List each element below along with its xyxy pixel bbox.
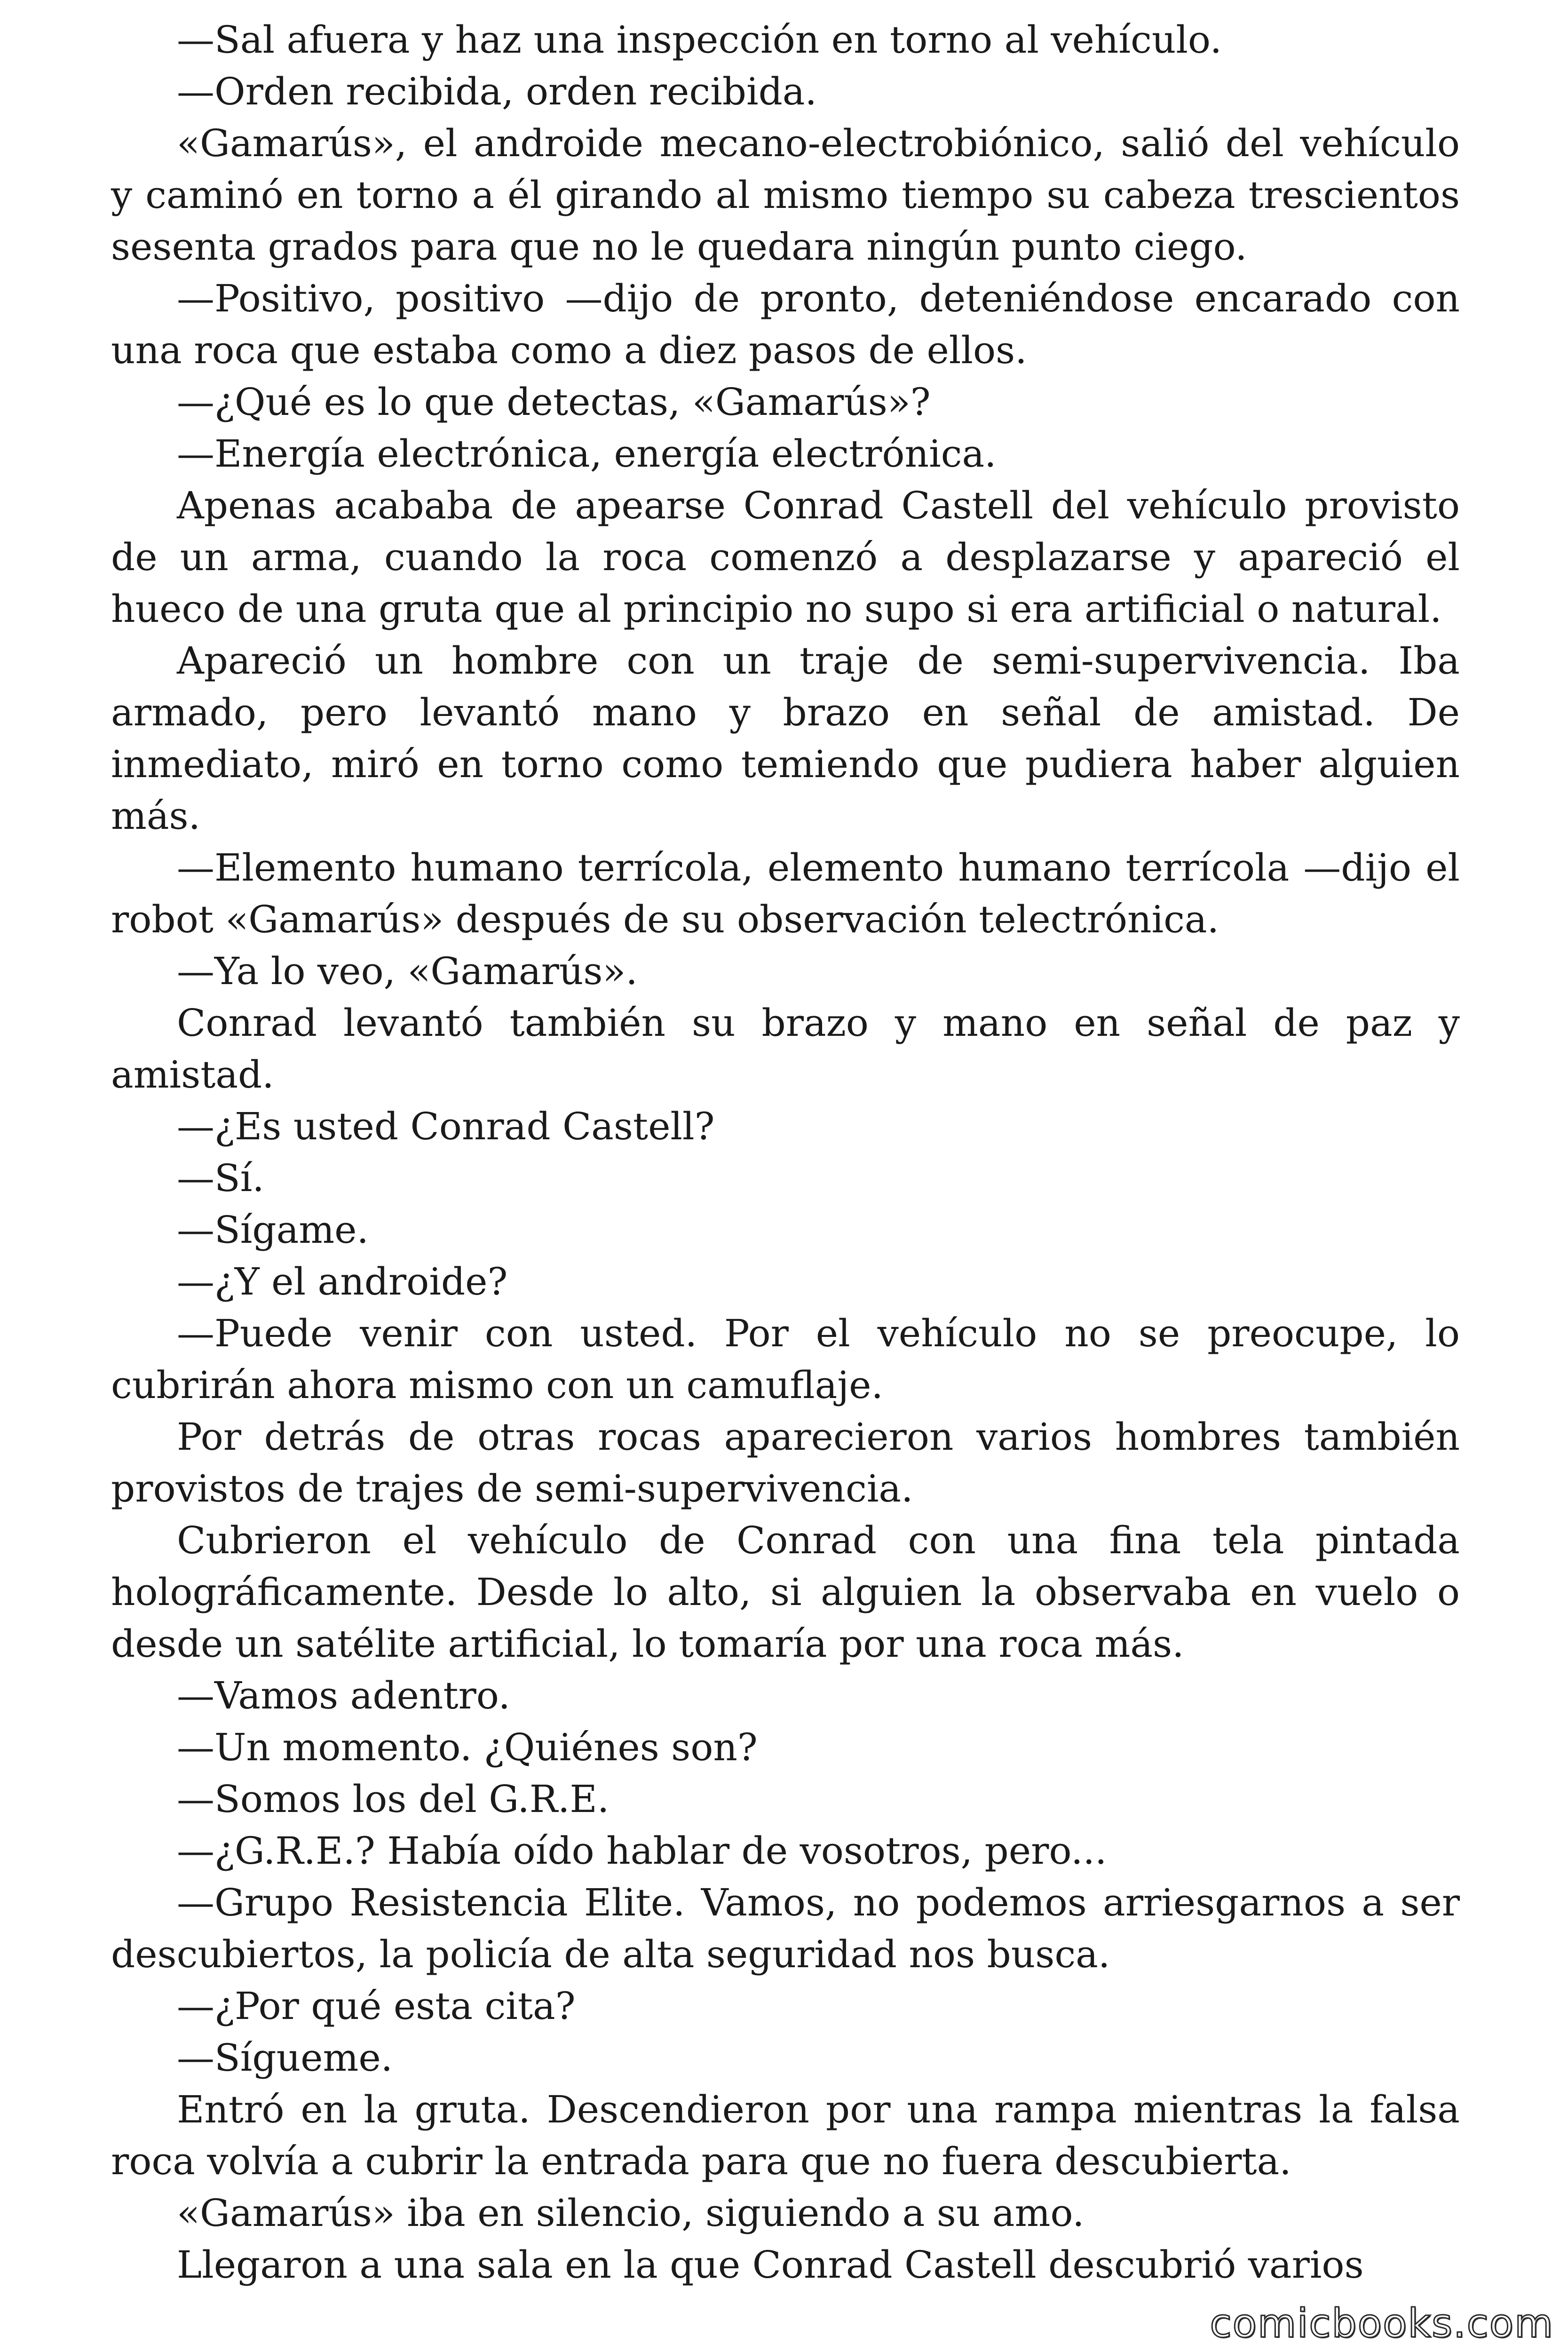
paragraph: —Sígame.: [177, 1208, 369, 1252]
paragraph: —Grupo Resistencia Elite. Vamos, no podemos arriesgarnos a ser descubiertos, la policía de alta seguridad nos busca.: [111, 1881, 1460, 1976]
paragraph: «Gamarús» iba en silencio, siguiendo a su amo.: [177, 2191, 1085, 2235]
paragraph: Llegaron a una sala en la que Conrad Castell descubrió varios: [177, 2243, 1364, 2287]
paragraph: —¿Qué es lo que detectas, «Gamarús»?: [177, 380, 931, 424]
paragraph: —Ya lo veo, «Gamarús».: [177, 949, 638, 993]
paragraph: —Orden recibida, orden recibida.: [177, 70, 817, 113]
paragraph: Conrad levantó también su brazo y mano en señal de paz y amistad.: [111, 1001, 1460, 1097]
paragraph: Apareció un hombre con un traje de semi-supervivencia. Iba armado, pero levantó mano y brazo en señal de amistad. De inmediato, miró en torno como temiendo que pudiera haber alguien más.: [111, 639, 1460, 838]
paragraph: —Energía electrónica, energía electrónica.: [177, 432, 997, 476]
paragraph: Entró en la gruta. Descendieron por una rampa mientras la falsa roca volvía a cubrir la entrada para que no fuera descubierta.: [111, 2088, 1460, 2183]
page-body-text: [111, 14, 1460, 2291]
paragraph: «Gamarús», el androide mecano-electrobiónico, salió del vehículo y caminó en torno a él girando al mismo tiempo su cabeza trescientos sesenta grados para que no le quedara ningún punto ciego.: [111, 121, 1460, 269]
paragraph: Cubrieron el vehículo de Conrad con una fina tela pintada holográficamente. Desde lo alto, si alguien la observaba en vuelo o desde un satélite artificial, lo tomaría por una roca más.: [111, 1518, 1460, 1666]
paragraph: Por detrás de otras rocas aparecieron varios hombres también provistos de trajes de semi-supervivencia.: [111, 1415, 1460, 1510]
paragraph: —¿Y el androide?: [177, 1260, 508, 1303]
paragraph: —¿Por qué esta cita?: [177, 1984, 576, 2028]
paragraph: —Un momento. ¿Quiénes son?: [177, 1725, 758, 1769]
paragraph: —Sal afuera y haz una inspección en torno al vehículo.: [177, 18, 1222, 62]
paragraph: —Somos los del G.R.E.: [177, 1777, 610, 1821]
paragraph: Apenas acababa de apearse Conrad Castell del vehículo provisto de un arma, cuando la roca comenzó a desplazarse y apareció el hueco de una gruta que al principio no supo si era artificial o natural.: [111, 484, 1460, 631]
paragraph: —Puede venir con usted. Por el vehículo no se preocupe, lo cubrirán ahora mismo con un camuflaje.: [111, 1311, 1460, 1407]
paragraph: —Sí.: [177, 1156, 264, 1200]
paragraph: —Vamos adentro.: [177, 1674, 510, 1717]
paragraph: —¿G.R.E.? Había oído hablar de vosotros, pero...: [177, 1829, 1107, 1873]
paragraph: —¿Es usted Conrad Castell?: [177, 1104, 715, 1148]
paragraph: —Positivo, positivo —dijo de pronto, deteniéndose encarado con una roca que estaba como a diez pasos de ellos.: [111, 277, 1460, 372]
paragraph: —Sígueme.: [177, 2036, 393, 2080]
site-watermark: comicbooks.com: [1210, 2300, 1554, 2346]
paragraph: —Elemento humano terrícola, elemento humano terrícola —dijo el robot «Gamarús» después de su observación telectrónica.: [111, 846, 1460, 941]
